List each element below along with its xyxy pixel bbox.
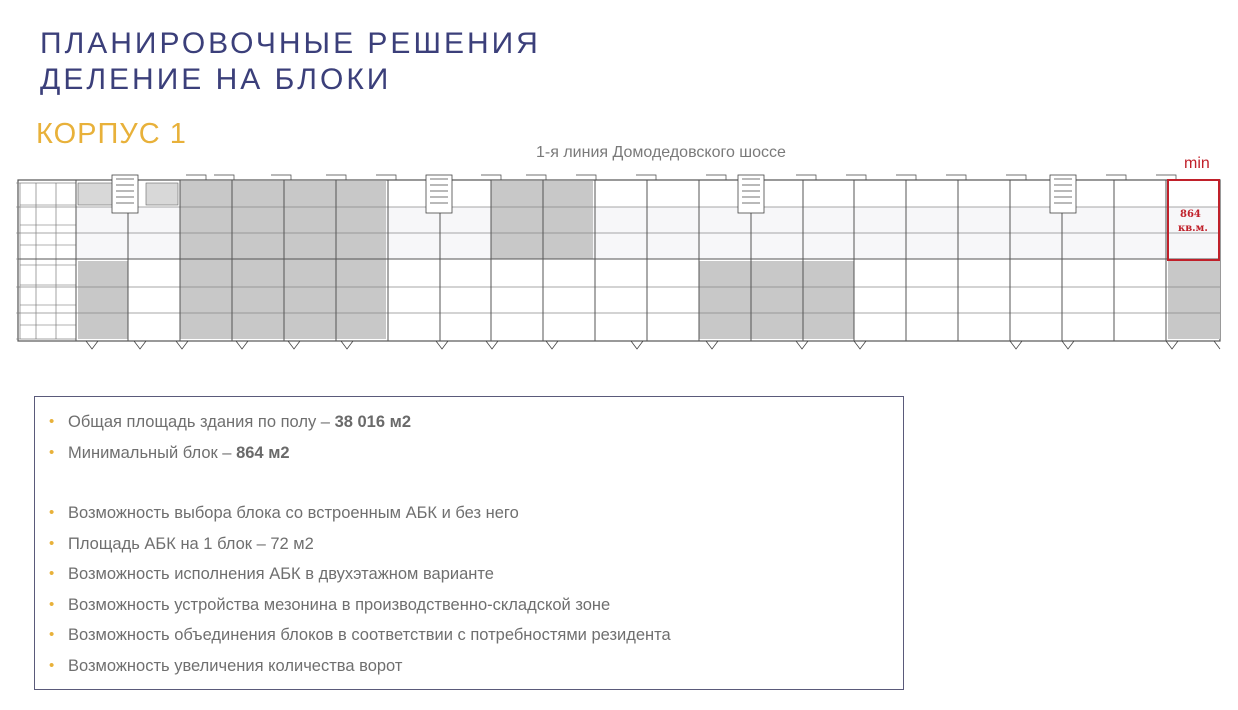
title-line-2: ДЕЛЕНИЕ НА БЛОКИ xyxy=(40,63,392,96)
info-list xyxy=(35,407,903,681)
info-box xyxy=(34,396,904,690)
min-block-area: 864 xyxy=(1180,209,1201,220)
list-spacer xyxy=(49,468,903,498)
list-item: • Площадь АБК на 1 блок – 72 м2 xyxy=(49,529,903,560)
list-item: • Общая площадь здания по полу – 38 016 м2 xyxy=(49,407,903,438)
page-title xyxy=(40,26,541,98)
list-item: • Возможность устройства мезонина в производственно-складской зоне xyxy=(49,590,903,621)
bottom-gates xyxy=(86,341,1220,349)
road-label: 1-я линия Домодедовского шоссе xyxy=(536,144,786,161)
shaded-block xyxy=(699,261,854,339)
min-block-unit: кв.м. xyxy=(1178,223,1208,234)
list-item: • Возможность выбора блока со встроенным АБК и без него xyxy=(49,498,903,529)
floor-plan xyxy=(16,165,1230,360)
shaded-block xyxy=(1168,261,1220,339)
list-item: • Возможность исполнения АБК в двухэтажном варианте xyxy=(49,559,903,590)
list-item: • Возможность увеличения количества ворот xyxy=(49,651,903,682)
top-gates xyxy=(186,175,1176,180)
shaded-block xyxy=(180,181,386,339)
list-item: • Возможность объединения блоков в соответствии с потребностями резидента xyxy=(49,620,903,651)
shaded-block xyxy=(491,181,593,259)
title-line-1: ПЛАНИРОВОЧНЫЕ РЕШЕНИЯ xyxy=(40,27,541,60)
building-label: КОРПУС 1 xyxy=(36,118,187,150)
list-item: • Минимальный блок – 864 м2 xyxy=(49,438,903,469)
min-block-label: min xyxy=(1184,155,1210,172)
shaded-block xyxy=(78,261,128,339)
